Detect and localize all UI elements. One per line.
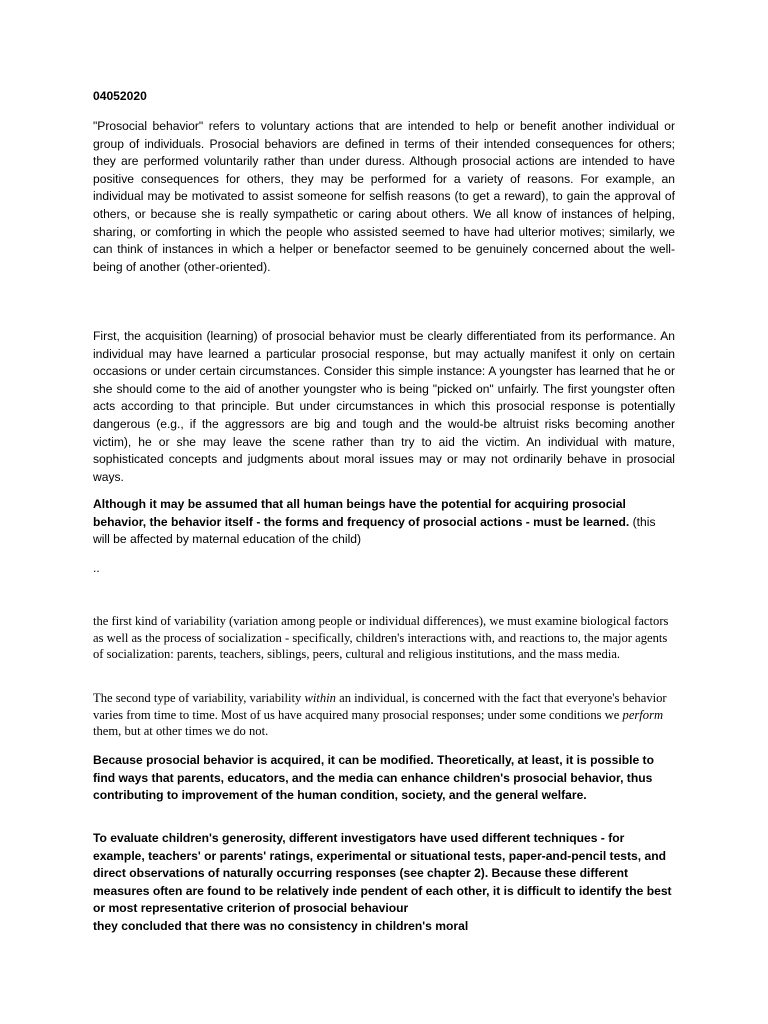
- paragraph-modification: Because prosocial behavior is acquired, it can be modified. Theoretically, at least, it is possible to find ways that parents, educators, and the media can enhance children's prosocial behavior, thus contributing to improvement of the human condition, society, and the general welfare.: [93, 753, 654, 803]
- paragraph-second-variability: [93, 690, 675, 740]
- paragraph-first-variability: the first kind of variability (variation among people or individual differences), we must examine biological factors as well as the process of socialization - specifically, children's interactions with, and reactions to, the major agents of socialization: parents, teachers, siblings, peers, cultural and religious institutions, and the mass media.: [93, 614, 669, 661]
- paragraph-prosocial-definition: "Prosocial behavior" refers to voluntary actions that are intended to help or benefit another individual or group of individuals. Prosocial behaviors are defined in terms of their intended consequences for others; they are performed voluntarily rather than under duress. Although prosocial actions are intended to have positive consequences for others, they may be performed for a variety of reasons. For example, an individual may be motivated to assist someone for selfish reasons (to get a reward), to gain the approval of others, or because she is really sympathetic or caring about others. We all know of instances of helping, sharing, or comforting in which the people who assisted seemed to have had ulterior motives; similarly, we can think of instances in which a helper or benefactor seemed to be genuinely concerned about the well-being of another (other-oriented).: [93, 119, 675, 274]
- paragraph-learned-behavior-note: (this will be affected by maternal education of the child): [93, 514, 656, 547]
- paragraph-second-variability-part-b: an individual, is concerned with the fact that everyone's behavior varies from time to time. Most of us have acquired many prosocial responses; under some conditions we: [93, 691, 667, 722]
- ellipsis-separator: ..: [93, 561, 100, 575]
- paragraph-second-variability-part-a: The second type of variability, variability: [93, 691, 305, 705]
- paragraph-evaluation-methods: To evaluate children's generosity, different investigators have used different techniques - for example, teachers' or parents' ratings, experimental or situational tests, paper-and-pencil tests, and direct observations of naturally occurring responses (see chapter 2). Because these different measures often are found to be relatively inde pendent of each other, it is difficult to identify the best or most representative criterion of prosocial behaviour: [93, 831, 672, 916]
- paragraph-acquisition-vs-performance: First, the acquisition (learning) of prosocial behavior must be clearly differentiated from its performance. An individual may have learned a particular prosocial response, but may actually manifest it only on certain occasions or under certain circumstances. Consider this simple instance: A youngster has learned that he or she should come to the aid of another youngster who is being "picked on" unfairly. The first youngster often acts according to that principle. But under circumstances in which this prosocial response is potentially dangerous (e.g., if the aggressors are big and tough and the would-be altruist risks becoming another victim), he or she may leave the scene rather than try to aid the victim. An individual with mature, sophisticated concepts and judgments about moral issues may or may not ordinarily behave in prosocial ways.: [93, 329, 675, 484]
- paragraph-learned-behavior: [93, 496, 675, 549]
- paragraph-consistency-conclusion: they concluded that there was no consistency in children's moral: [93, 919, 469, 933]
- paragraph-learned-behavior-bold: Although it may be assumed that all human beings have the potential for acquiring prosocial behavior, the behavior itself - the forms and frequency of prosocial actions - must be learned.: [93, 497, 630, 529]
- paragraph-second-variability-part-c: them, but at other times we do not.: [93, 724, 269, 738]
- document-date: 04052020: [93, 89, 147, 103]
- emphasis-within: within: [304, 691, 336, 705]
- emphasis-perform: perform: [622, 707, 664, 722]
